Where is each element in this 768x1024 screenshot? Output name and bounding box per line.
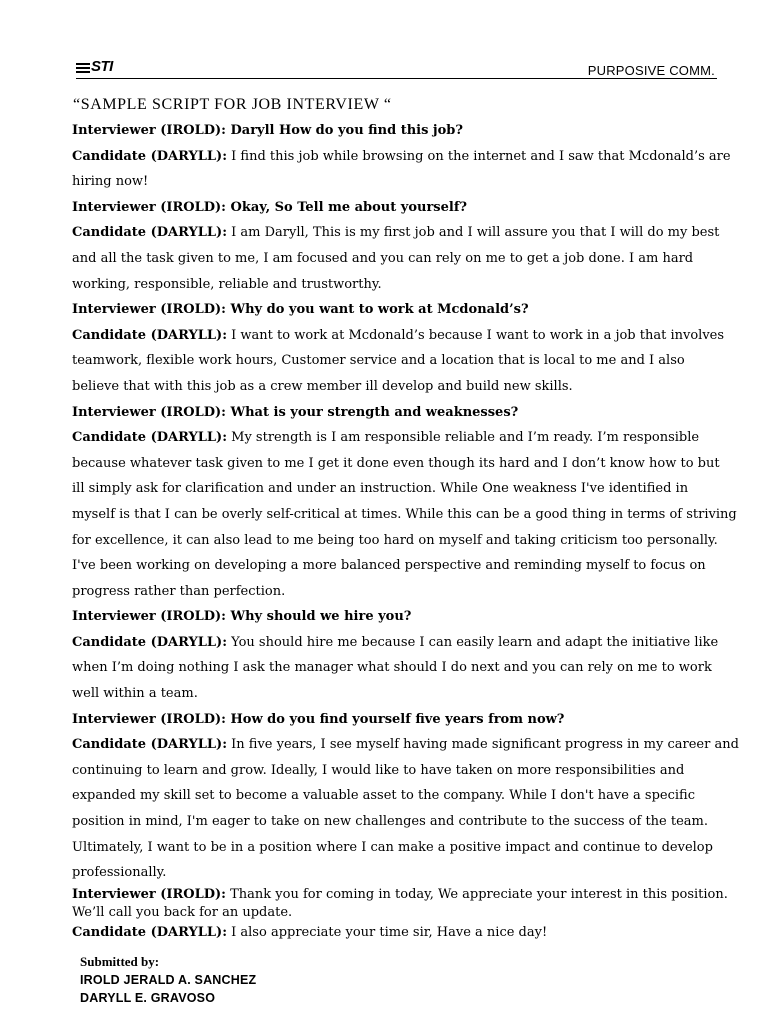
interview-script bbox=[72, 118, 739, 886]
candidate-answer-line bbox=[72, 144, 732, 170]
speaker-label: Candidate (DARYLL): bbox=[72, 327, 227, 343]
candidate-closing-line bbox=[72, 924, 732, 942]
answer-continuation-line: when I’m doing nothing I ask the manager what should I do next and you can rely on me to work bbox=[72, 660, 712, 676]
speaker-label: Candidate (DARYLL): bbox=[72, 430, 227, 446]
submitted-by-block bbox=[80, 953, 256, 1007]
speaker-label: Candidate (DARYLL): bbox=[72, 737, 227, 753]
candidate-answer-line bbox=[72, 323, 732, 349]
interviewer-question: Interviewer (IROLD): What is your strength and weaknesses? bbox=[72, 404, 519, 420]
document-title: “SAMPLE SCRIPT FOR JOB INTERVIEW “ bbox=[73, 96, 392, 113]
candidate-answer-line bbox=[72, 630, 732, 656]
candidate-answer-line bbox=[72, 220, 732, 246]
answer-continuation-line: position in mind, I'm eager to take on new challenges and contribute to the success of the team. bbox=[72, 814, 708, 830]
candidate-answer-line bbox=[72, 732, 739, 758]
dialogue-text: Thank you for coming in today, We appreciate your interest in this position. bbox=[225, 887, 728, 902]
dialogue-text: I want to work at Mcdonald’s because I want to work in a job that involves bbox=[227, 327, 725, 343]
speaker-label: Candidate (DARYLL): bbox=[72, 925, 227, 940]
dialogue-text: I am Daryll, This is my first job and I will assure you that I will do my best bbox=[227, 225, 720, 241]
interviewer-question: Interviewer (IROLD): Why do you want to work at Mcdonald’s? bbox=[72, 302, 529, 318]
submitted-by-label: Submitted by: bbox=[80, 954, 160, 969]
author-name: DARYLL E. GRAVOSO bbox=[80, 991, 216, 1005]
answer-continuation-line: progress rather than perfection. bbox=[72, 583, 286, 599]
dialogue-text: My strength is I am responsible reliable and I’m ready. I’m responsible bbox=[227, 430, 700, 446]
answer-continuation-line: and all the task given to me, I am focused and you can rely on me to get a job done. I am hard bbox=[72, 250, 694, 266]
answer-continuation-line: hiring now! bbox=[72, 174, 149, 190]
answer-continuation-line: continuing to learn and grow. Ideally, I would like to have taken on more responsibilities and bbox=[72, 762, 685, 778]
answer-continuation-line: working, responsible, reliable and trustworthy. bbox=[72, 276, 382, 292]
answer-continuation-line: teamwork, flexible work hours, Customer service and a location that is local to me and I also bbox=[72, 353, 685, 369]
interviewer-question: Interviewer (IROLD): How do you find yourself five years from now? bbox=[72, 711, 565, 727]
interviewer-question: Interviewer (IROLD): Daryll How do you find this job? bbox=[72, 123, 464, 138]
answer-continuation-line: I've been working on developing a more balanced perspective and reminding myself to focus on bbox=[72, 558, 706, 574]
answer-continuation-line: well within a team. bbox=[72, 686, 198, 702]
dialogue-text: I find this job while browsing on the internet and I saw that Mcdonald’s are bbox=[227, 148, 731, 164]
answer-continuation-line: myself is that I can be overly self-critical at times. While this can be a good thing in terms of striving bbox=[72, 506, 737, 522]
answer-continuation-line: expanded my skill set to become a valuable asset to the company. While I don't have a specific bbox=[72, 788, 695, 804]
logo-text: STI bbox=[91, 58, 113, 75]
speaker-label: Candidate (DARYLL): bbox=[72, 225, 227, 241]
answer-continuation-line: Ultimately, I want to be in a position where I can make a positive impact and continue to develop bbox=[72, 839, 713, 855]
logo-stripes-icon bbox=[76, 60, 90, 73]
answer-continuation-line: ill simply ask for clarification and under an instruction. While One weakness I've identified in bbox=[72, 481, 689, 497]
answer-continuation-line: because whatever task given to me I get it done even though its hard and I don’t know how to but bbox=[72, 455, 720, 471]
interviewer-question: Interviewer (IROLD): Okay, So Tell me about yourself? bbox=[72, 199, 468, 215]
page-header bbox=[76, 56, 717, 79]
speaker-label: Candidate (DARYLL): bbox=[72, 634, 227, 650]
dialogue-text: In five years, I see myself having made significant progress in my career and bbox=[227, 737, 739, 753]
dialogue-text: You should hire me because I can easily learn and adapt the initiative like bbox=[227, 634, 719, 650]
interviewer-closing-line bbox=[72, 886, 732, 904]
speaker-label: Candidate (DARYLL): bbox=[72, 148, 227, 164]
dialogue-text: I also appreciate your time sir, Have a nice day! bbox=[227, 925, 548, 940]
author-name: IROLD JERALD A. SANCHEZ bbox=[80, 973, 257, 987]
course-title: PURPOSIVE COMM. bbox=[587, 63, 715, 78]
speaker-label: Interviewer (IROLD): bbox=[72, 887, 226, 902]
answer-continuation-line: for excellence, it can also lead to me being too hard on myself and taking criticism too personally. bbox=[72, 532, 718, 548]
closing-exchange bbox=[72, 886, 732, 942]
answer-continuation-line: believe that with this job as a crew member ill develop and build new skills. bbox=[72, 378, 573, 394]
candidate-answer-line bbox=[72, 425, 732, 451]
interviewer-question: Interviewer (IROLD): Why should we hire you? bbox=[72, 609, 412, 625]
sti-logo bbox=[76, 58, 113, 75]
answer-continuation-line: professionally. bbox=[72, 865, 167, 881]
interviewer-closing-line-continued: We’ll call you back for an update. bbox=[72, 905, 293, 920]
